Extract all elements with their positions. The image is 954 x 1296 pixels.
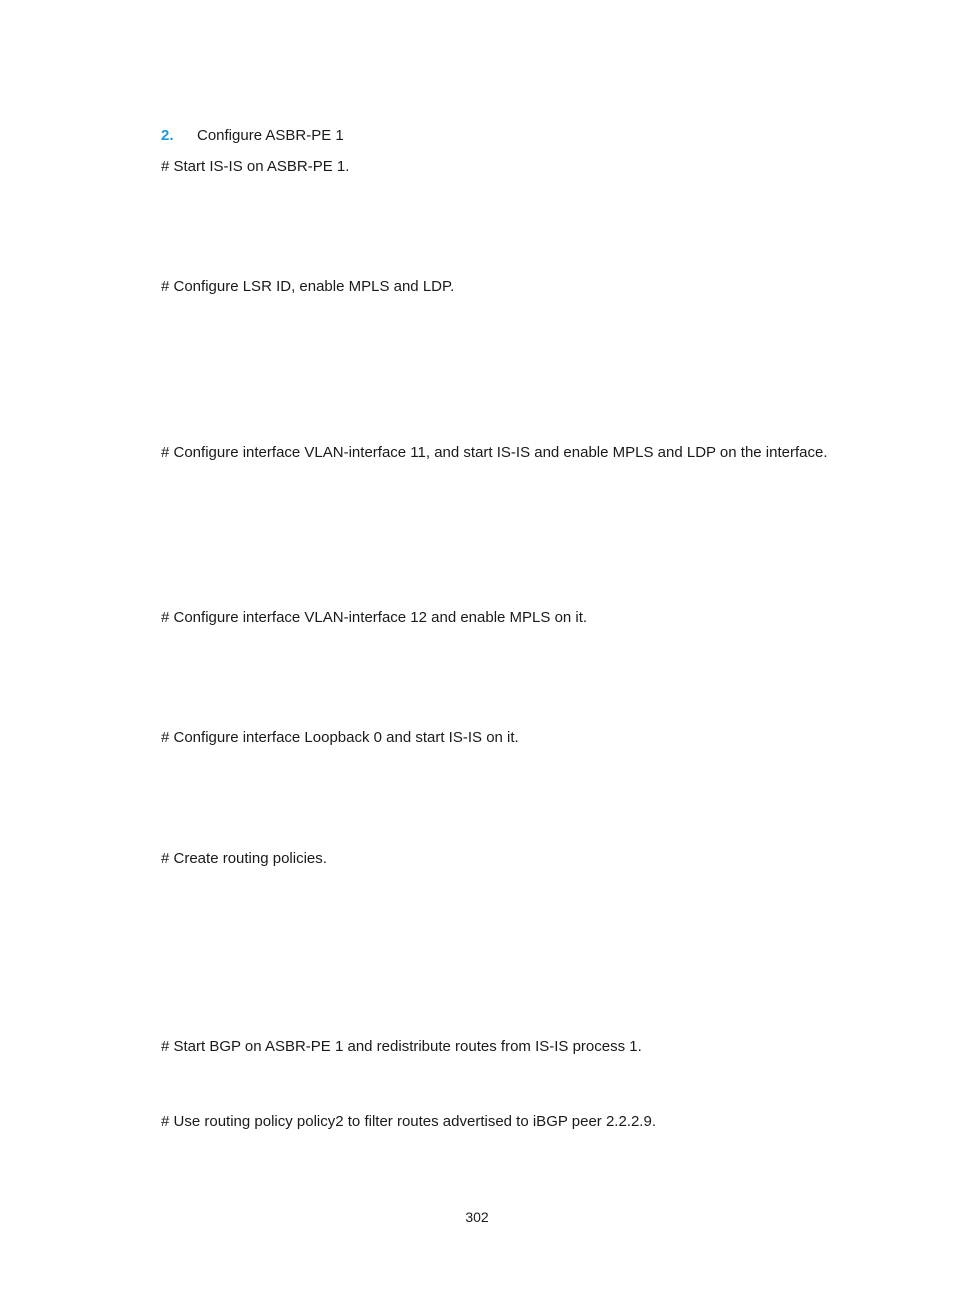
comment-configure-loopback-0: # Configure interface Loopback 0 and start IS-IS on it. (161, 729, 519, 746)
comment-configure-vlan-interface-11: # Configure interface VLAN-interface 11, and start IS-IS and enable MPLS and LDP on the interface. (161, 444, 828, 461)
page-number: 302 (465, 1209, 489, 1225)
step-title: Configure ASBR-PE 1 (197, 127, 344, 144)
step-number: 2. (161, 127, 174, 144)
comment-start-isis: # Start IS-IS on ASBR-PE 1. (161, 158, 350, 175)
comment-start-bgp: # Start BGP on ASBR-PE 1 and redistribute routes from IS-IS process 1. (161, 1038, 642, 1055)
comment-create-routing-policies: # Create routing policies. (161, 850, 327, 867)
comment-routing-policy-filter: # Use routing policy policy2 to filter routes advertised to iBGP peer 2.2.2.9. (161, 1113, 656, 1130)
comment-configure-vlan-interface-12: # Configure interface VLAN-interface 12 and enable MPLS on it. (161, 609, 588, 626)
comment-configure-lsr-id: # Configure LSR ID, enable MPLS and LDP. (161, 278, 455, 295)
